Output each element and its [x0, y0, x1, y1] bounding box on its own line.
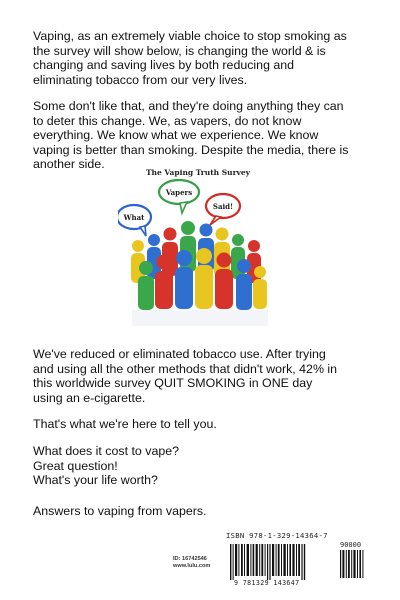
speech-bubble-said — [206, 194, 240, 225]
text-line: What's your life worth? — [33, 473, 158, 488]
barcode-digits: 9 781329 143647 — [234, 579, 300, 587]
questions-paragraph — [33, 444, 373, 488]
text-line: the survey will show below, is changing the world & is — [33, 43, 326, 58]
text-line: eliminating tobacco from our very lives. — [33, 72, 248, 87]
text-line: another side. — [33, 157, 105, 172]
survey-title: The Vaping Truth Survey — [145, 168, 251, 177]
text-line: everything. We know what we experience. We know — [33, 128, 319, 143]
text-line: changing and saving lives by both reducing and — [33, 58, 295, 73]
isbn-label: ISBN 978-1-329-14364-7 — [226, 531, 328, 540]
site-line: www.lulu.com — [173, 563, 211, 569]
text-line: That's what we're here to tell you. — [33, 417, 217, 431]
crowd-figures — [131, 221, 268, 326]
text-line: What does it cost to vape? — [33, 444, 180, 458]
text-line: to deter this change. We, as vapers, do not know — [33, 113, 302, 128]
media-paragraph — [33, 99, 373, 172]
text-line: vaping is better than smoking. Despite the media, there is — [33, 142, 349, 157]
bubble-label-said: Said! — [212, 202, 234, 211]
survey-illustration — [118, 168, 278, 340]
speech-bubble-vapers — [159, 180, 199, 213]
text-line: Answers to vaping from vapers. — [33, 504, 207, 518]
speech-bubble-what — [118, 205, 151, 236]
text-line: and using all the other methods that didn't work, 42% in — [33, 361, 338, 376]
tell-paragraph — [33, 417, 373, 432]
text-line: Vaping, as an extremely viable choice to stop smoking as — [33, 29, 347, 43]
bubble-label-what: What — [123, 213, 145, 222]
text-line: We've reduced or eliminated tobacco use. After trying — [33, 347, 326, 361]
text-line: this worldwide survey QUIT SMOKING in ONE day — [33, 376, 313, 391]
publisher-id — [173, 556, 210, 570]
text-line: Some don't like that, and they're doing anything they can — [33, 99, 344, 113]
bubble-label-vapers: Vapers — [165, 188, 193, 197]
closing-paragraph — [33, 504, 373, 519]
text-line: Great question! — [33, 458, 118, 473]
intro-paragraph — [33, 29, 373, 87]
survey-graphic — [118, 168, 278, 340]
results-paragraph — [33, 347, 373, 405]
price-code: 90000 — [340, 541, 362, 549]
text-line: using an e-cigarette. — [33, 390, 146, 405]
id-line: ID: 16742546 — [173, 556, 207, 562]
